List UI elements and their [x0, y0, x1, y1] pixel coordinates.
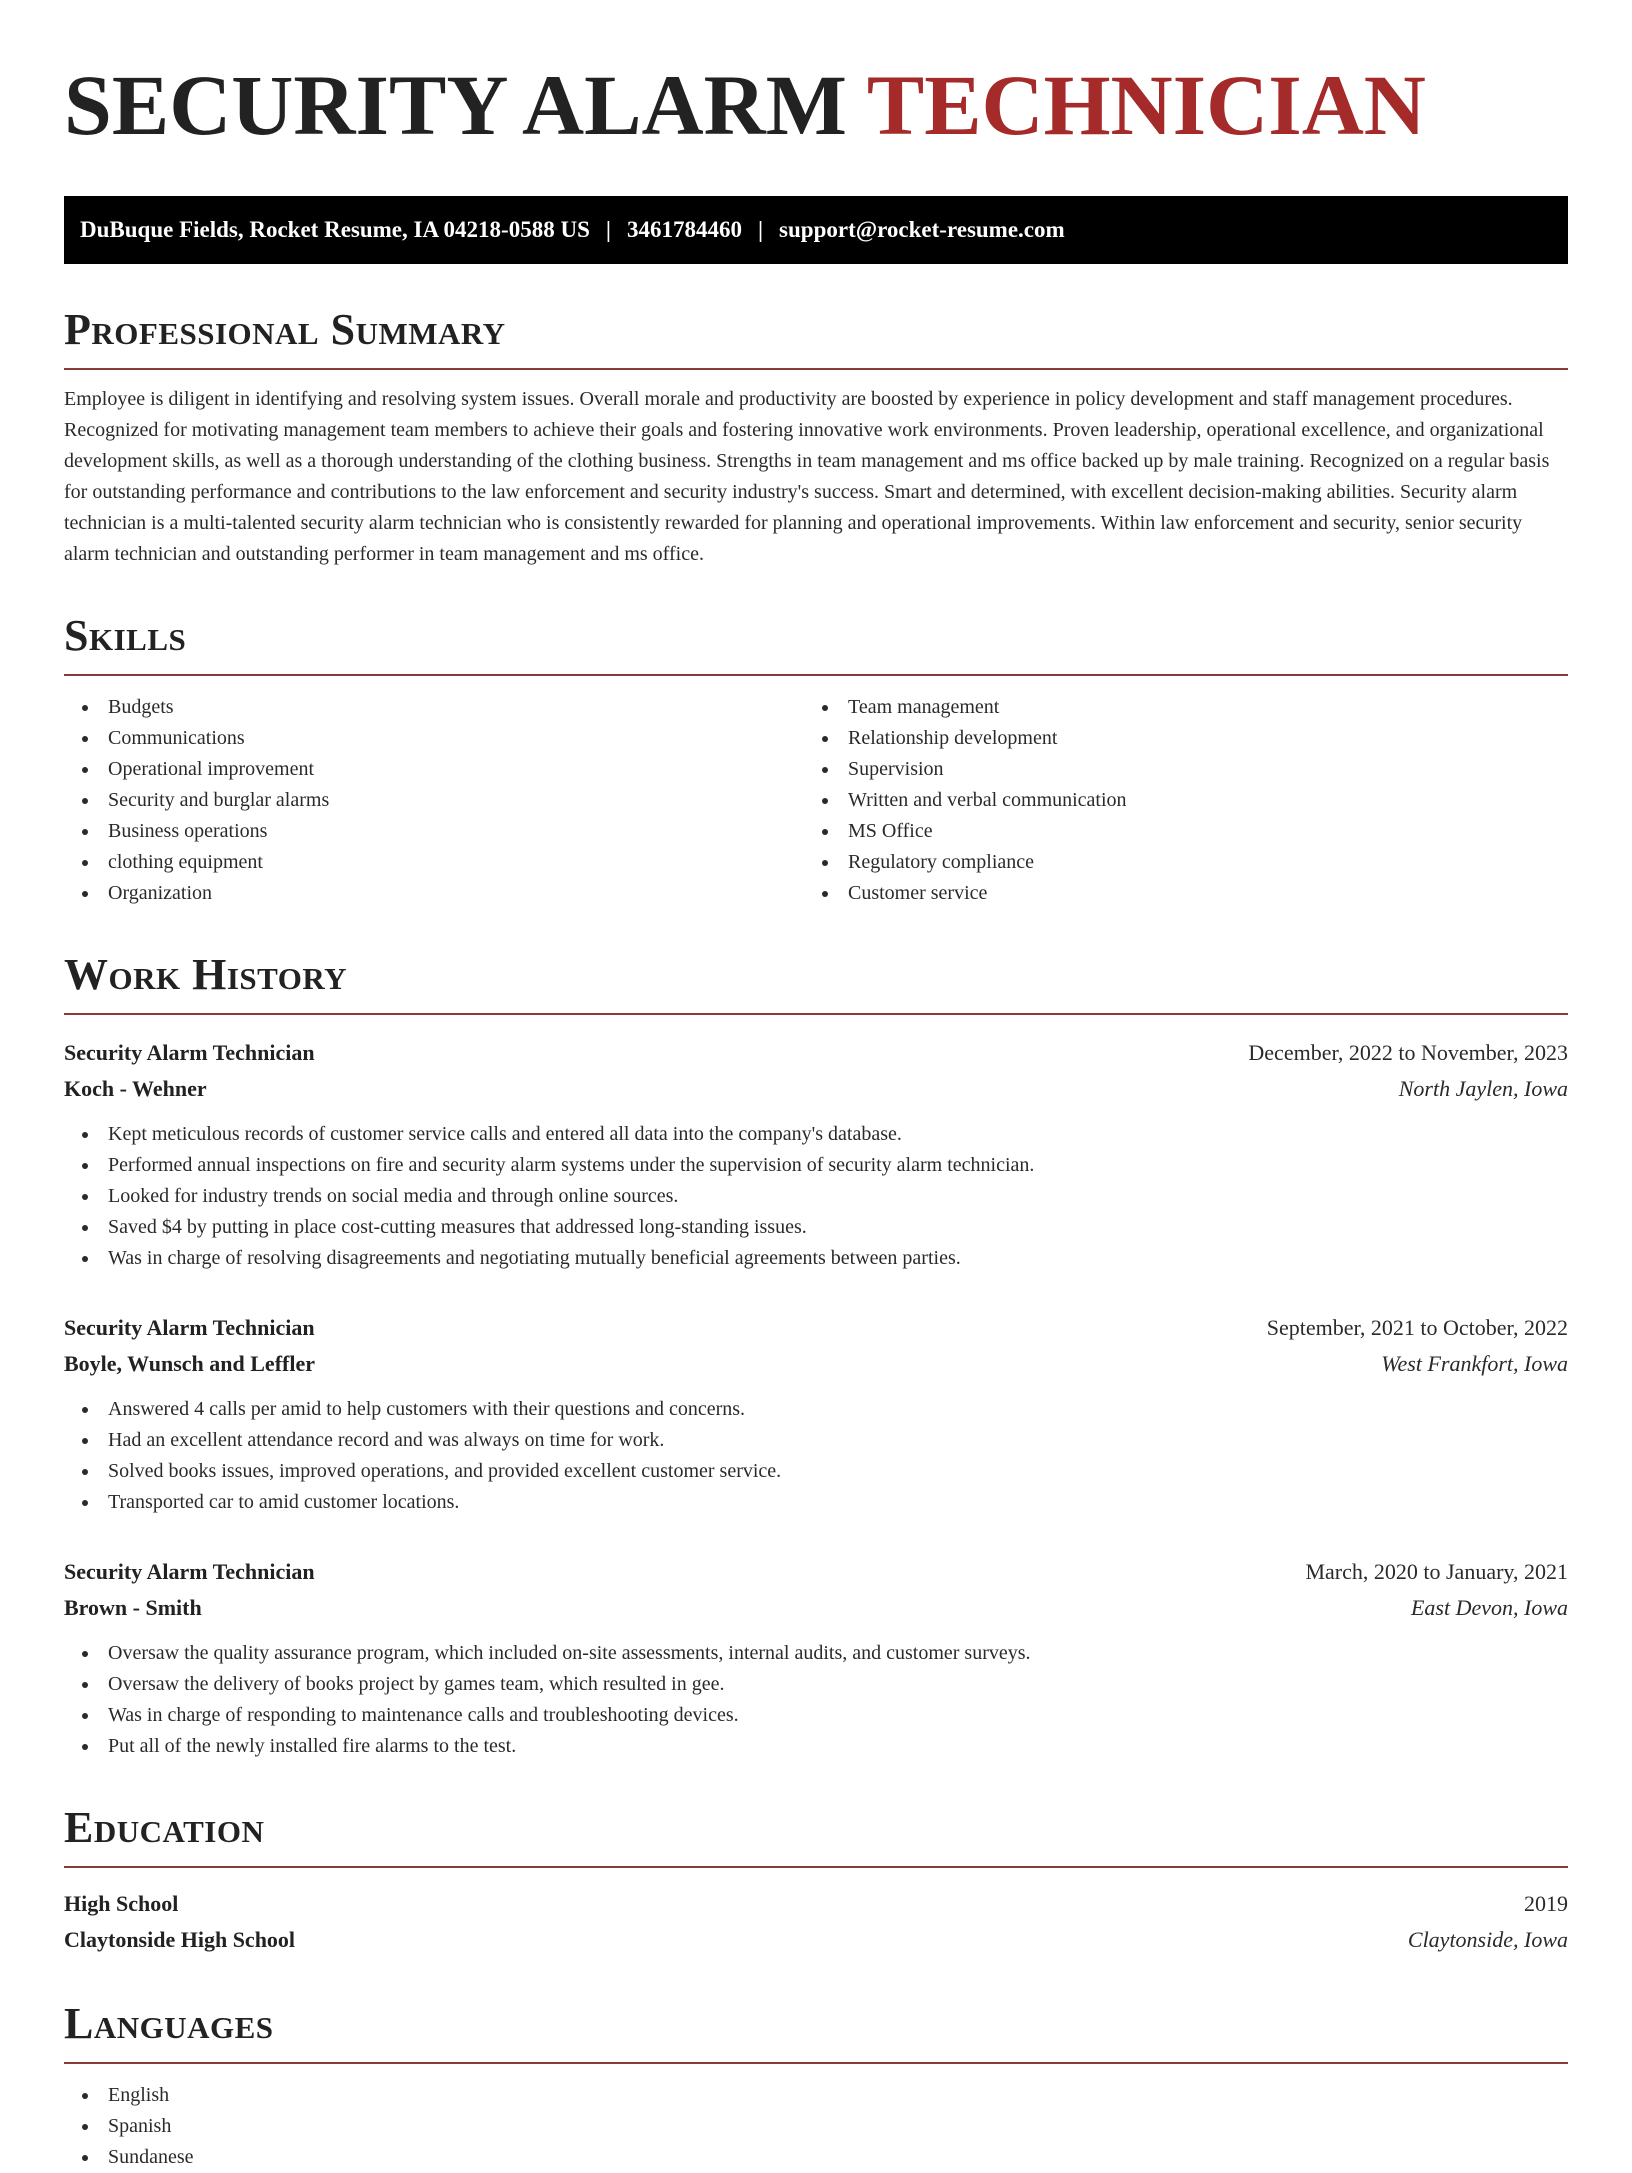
- language-item: Sundanese: [64, 2142, 1568, 2173]
- job-bullet: Had an excellent attendance record and was always on time for work.: [64, 1425, 1568, 1456]
- job-bullets: [64, 1119, 1568, 1274]
- job-company: Boyle, Wunsch and Leffler: [64, 1351, 315, 1376]
- education-year: 2019: [1524, 1891, 1568, 1916]
- contact-email: support@rocket-resume.com: [779, 217, 1065, 242]
- education-section: [64, 1803, 1568, 1958]
- job-bullets: [64, 1394, 1568, 1518]
- skills-list-right: [804, 692, 1544, 909]
- contact-separator: |: [757, 217, 764, 242]
- skill-item: Relationship development: [804, 723, 1544, 754]
- education-entry: [64, 1886, 1568, 1958]
- job-location: West Frankfort, Iowa: [1381, 1351, 1568, 1376]
- job-bullet: Answered 4 calls per amid to help customers with their questions and concerns.: [64, 1394, 1568, 1425]
- job-entry: [64, 1310, 1568, 1518]
- job-bullet: Oversaw the quality assurance program, which included on-site assessments, internal audits, and customer surveys.: [64, 1638, 1568, 1669]
- job-company-row: [64, 1346, 1568, 1382]
- section-heading: Work History: [64, 953, 1568, 1015]
- skill-item: Business operations: [64, 816, 804, 847]
- resume-title: [64, 56, 1568, 166]
- section-heading: Professional Summary: [64, 308, 1568, 370]
- job-company: Brown - Smith: [64, 1595, 202, 1620]
- job-header-row: [64, 1310, 1568, 1346]
- job-bullet: Solved books issues, improved operations, and provided excellent customer service.: [64, 1456, 1568, 1487]
- section-heading: Skills: [64, 614, 1568, 676]
- section-heading: Education: [64, 1806, 1568, 1868]
- summary-section: [64, 305, 1568, 570]
- job-entry: [64, 1554, 1568, 1762]
- skills-grid: [64, 676, 1568, 909]
- skill-item: MS Office: [804, 816, 1544, 847]
- job-company: Koch - Wehner: [64, 1076, 207, 1101]
- job-dates: September, 2021 to October, 2022: [1266, 1315, 1568, 1340]
- job-title: Security Alarm Technician: [64, 1559, 315, 1584]
- job-bullet: Kept meticulous records of customer service calls and entered all data into the company's database.: [64, 1119, 1568, 1150]
- education-degree-row: [64, 1886, 1568, 1922]
- job-dates: December, 2022 to November, 2023: [1248, 1040, 1568, 1065]
- job-bullet: Performed annual inspections on fire and security alarm systems under the supervision of security alarm technician.: [64, 1150, 1568, 1181]
- skill-item: clothing equipment: [64, 847, 804, 878]
- skill-item: Communications: [64, 723, 804, 754]
- education-school: Claytonside High School: [64, 1927, 296, 1952]
- skill-item: Security and burglar alarms: [64, 785, 804, 816]
- job-title: Security Alarm Technician: [64, 1040, 315, 1065]
- job-bullet: Looked for industry trends on social media and through online sources.: [64, 1181, 1568, 1212]
- languages-list: [64, 2080, 1568, 2173]
- education-degree: High School: [64, 1891, 179, 1916]
- skill-item: Supervision: [804, 754, 1544, 785]
- skill-item: Team management: [804, 692, 1544, 723]
- contact-separator: |: [605, 217, 611, 242]
- education-school-row: [64, 1922, 1568, 1958]
- skill-item: Written and verbal communication: [804, 785, 1544, 816]
- job-bullet: Oversaw the delivery of books project by games team, which resulted in gee.: [64, 1669, 1568, 1700]
- job-location: North Jaylen, Iowa: [1398, 1076, 1568, 1101]
- work-history-section: [64, 950, 1568, 1762]
- job-title: Security Alarm Technician: [64, 1315, 315, 1340]
- skill-item: Regulatory compliance: [804, 847, 1544, 878]
- job-bullet: Was in charge of responding to maintenance calls and troubleshooting devices.: [64, 1700, 1568, 1731]
- contact-address: DuBuque Fields, Rocket Resume, IA 04218-0588 US: [80, 217, 590, 242]
- skills-section: [64, 611, 1568, 909]
- job-bullet: Put all of the newly installed fire alarms to the test.: [64, 1731, 1568, 1762]
- job-dates: March, 2020 to January, 2021: [1305, 1559, 1568, 1584]
- contact-phone: 3461784460: [626, 217, 742, 242]
- education-location: Claytonside, Iowa: [1407, 1927, 1568, 1952]
- job-company-row: [64, 1590, 1568, 1626]
- language-item: Spanish: [64, 2111, 1568, 2142]
- job-header-row: [64, 1035, 1568, 1071]
- job-company-row: [64, 1071, 1568, 1107]
- job-bullet: Saved $4 by putting in place cost-cutting measures that addressed long-standing issues.: [64, 1212, 1568, 1243]
- skills-list-left: [64, 692, 804, 909]
- job-header-row: [64, 1554, 1568, 1590]
- title-last: TECHNICIAN: [866, 57, 1426, 153]
- skill-item: Operational improvement: [64, 754, 804, 785]
- languages-section: [64, 1999, 1568, 2173]
- section-heading: Languages: [64, 2002, 1568, 2064]
- language-item: English: [64, 2080, 1568, 2111]
- job-bullet: Was in charge of resolving disagreements and negotiating mutually beneficial agreements between parties.: [64, 1243, 1568, 1274]
- contact-bar: [64, 196, 1568, 264]
- skill-item: Organization: [64, 878, 804, 909]
- skill-item: Customer service: [804, 878, 1544, 909]
- job-bullet: Transported car to amid customer locations.: [64, 1487, 1568, 1518]
- job-entry: [64, 1035, 1568, 1274]
- title-first: SECURITY ALARM: [64, 57, 847, 153]
- skill-item: Budgets: [64, 692, 804, 723]
- summary-text: Employee is diligent in identifying and resolving system issues. Overall morale and productivity are boosted by experience in policy development and staff management procedures. Recognized for motivating management team members to achieve their goals and fostering innovative work environments. Proven leadership, operational excellence, and organizational development skills, as well as a thorough understanding of the clothing business. Strengths in team management and ms office backed up by male training. Recognized on a regular basis for outstanding performance and contributions to the law enforcement and security industry's success. Smart and determined, with excellent decision-making abilities. Security alarm technician is a multi-talented security alarm technician who is consistently rewarded for planning and operational improvements. Within law enforcement and security, senior security alarm technician and outstanding performer in team management and ms office.: [64, 388, 1550, 565]
- job-location: East Devon, Iowa: [1410, 1595, 1568, 1620]
- job-bullets: [64, 1638, 1568, 1762]
